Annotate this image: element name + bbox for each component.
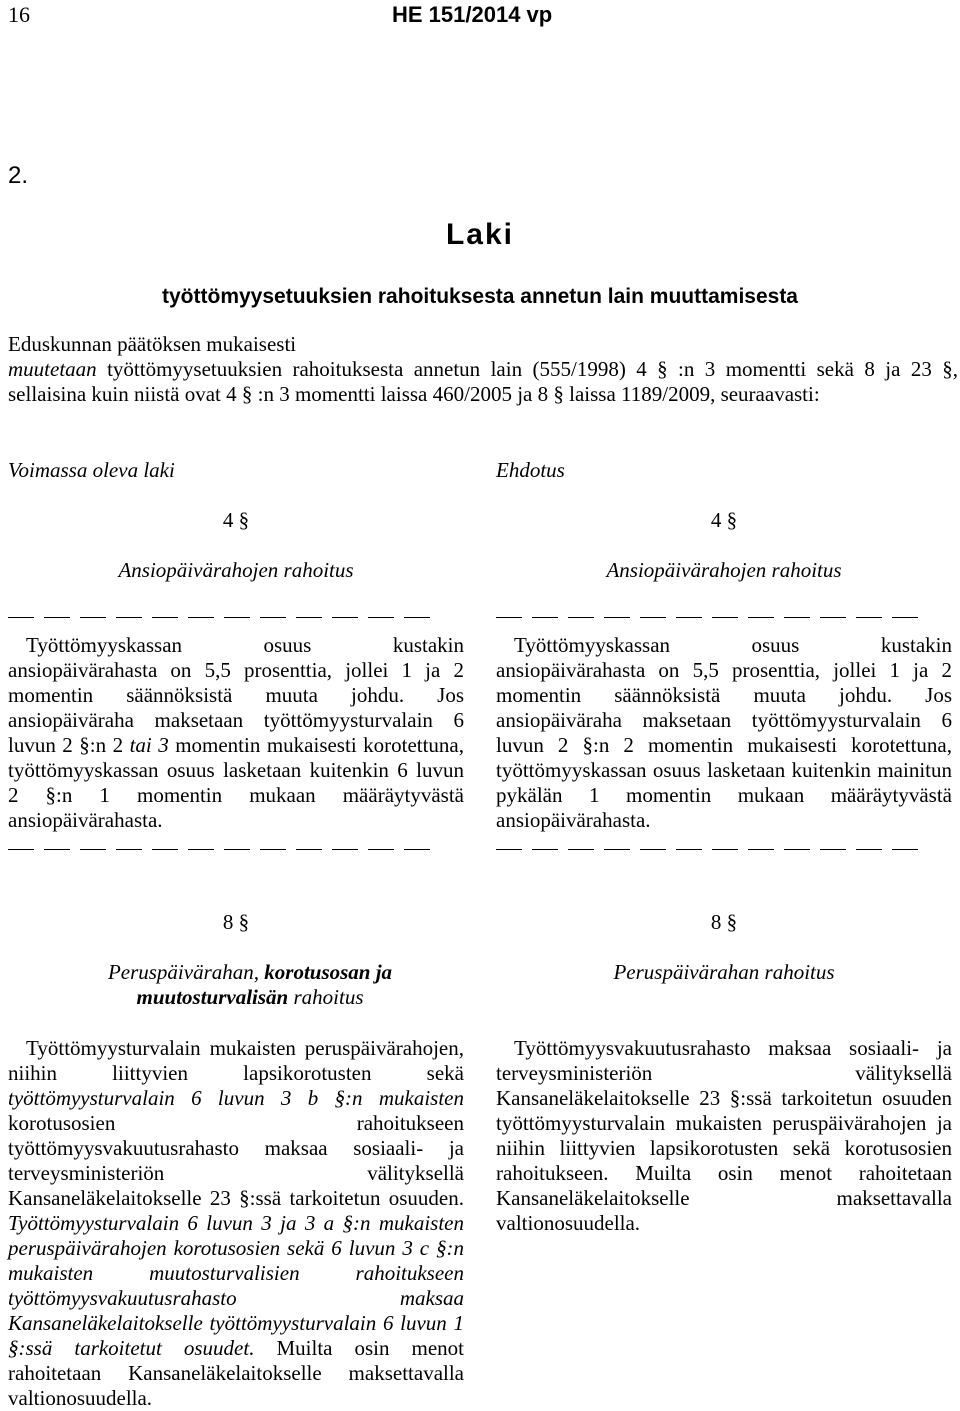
left-s8-p4: Työttömyysturvalain 6 luvun 3 ja 3 a §:n mukaisten peruspäivärahojen korotusosien sekä 6 luvun 3 c §:n mukaisten muutosturvalisien rahoitukseen työttömyysvakuutusrahasto maksaa Kansaneläkelaitokselle työttömyysturvalain 6 luvun 1 §:ssä tarkoitetut osuudet. <box>8 1211 464 1360</box>
left-column-title: Voimassa oleva laki <box>8 458 175 482</box>
intro-italic-lead: muutetaan <box>8 357 97 381</box>
left-s8-heading-tail: rahoitus <box>288 985 364 1009</box>
intro-paragraph <box>8 332 958 407</box>
left-section-4-text <box>8 633 464 833</box>
left-s4-text-b: momentin mukaisesti korotettuna, työttömyyskassan osuus lasketaan kuitenkin 6 luvun 2 §:n 1 momentin mukaan määräytyvästä ansiopäivärahasta. <box>8 733 465 832</box>
intro-text: työttömyysetuuksien rahoituksesta annetun lain (555/1998) 4 § :n 3 momentti sekä 8 ja 23 §, sellaisina kuin niistä ovat 4 § :n 3 momentti laissa 460/2005 ja 8 § laissa 1189/2009, seuraavasti: <box>8 357 958 406</box>
right-s8-paragraph: Työttömyysvakuutusrahasto maksaa sosiaali- ja terveysministeriön välityksellä Kansaneläkelaitokselle 23 §:ssä tarkoitetun osuuden työttömyysturvalain mukaisten peruspäivärahojen ja niihin liittyvien lapsikorotusten sekä korotusosien rahoitukseen. Muilta osin menot rahoitetaan Kansaneläkelaitokselle maksettavalla valtionosuudella. <box>496 1036 952 1235</box>
left-s4-text-italic: tai 3 <box>129 733 169 757</box>
left-section-8-text <box>8 1036 464 1411</box>
left-s4-text-a: Työttömyyskassan osuus kustakin ansiopäivärahasta on 5,5 prosenttia, jollei 1 ja 2 momentin säännöksistä muuta johdu. Jos ansiopäiväraha maksetaan työttömyysturvalain 6 luvun 2 §:n 2 <box>8 633 464 757</box>
right-section-8-text <box>496 1036 952 1236</box>
left-section-8-number: 8 § <box>222 910 250 934</box>
right-section-4-heading: Ansiopäivärahojen rahoitus <box>606 558 842 582</box>
left-s8-heading-bold: korotusosan ja muutosturvalisän <box>136 960 393 1009</box>
right-omission-dashes-top <box>496 603 952 628</box>
left-omission-dashes-top <box>8 603 464 628</box>
law-title: Laki <box>445 218 515 251</box>
left-section-8-heading <box>40 960 460 1010</box>
right-s4-paragraph: Työttömyyskassan osuus kustakin ansiopäivärahasta on 5,5 prosenttia, jollei 1 ja 2 momentin säännöksistä muuta johdu. Jos ansiopäiväraha maksetaan työttömyysturvalain 6 luvun 2 §:n 2 momentin mukaisesti korotettuna, työttömyyskassan osuus lasketaan kuitenkin mainitun pykälän 1 momentin mukaan määräytyvästä ansiopäivärahasta. <box>496 633 952 832</box>
left-s8-p5: Muilta osin menot rahoitetaan Kansaneläkelaitokselle maksettavalla valtionosuudella. <box>8 1336 465 1410</box>
left-s8-p3: korotusosien rahoitukseen työttömyysvakuutusrahasto maksaa sosiaali- ja terveysministeriön välityksellä Kansaneläkelaitokselle 23 §:ssä tarkoitetun osuuden. <box>8 1111 464 1210</box>
left-omission-dashes-bottom <box>8 835 464 860</box>
left-s8-p2: työttömyysturvalain 6 luvun 3 b §:n mukaisten <box>8 1086 464 1110</box>
intro-line-2 <box>8 357 958 407</box>
page-number: 16 <box>8 2 30 27</box>
right-section-4-text <box>496 633 952 833</box>
document-id: HE 151/2014 vp <box>392 2 553 27</box>
right-column-title: Ehdotus <box>496 458 565 482</box>
left-s8-heading-italic: Peruspäivärahan, <box>107 960 260 984</box>
intro-line-1: Eduskunnan päätöksen mukaisesti <box>8 332 297 356</box>
right-section-4-number: 4 § <box>710 508 738 532</box>
left-s8-p1: Työttömyysturvalain mukaisten peruspäivärahojen, niihin liittyvien lapsikorotusten sekä <box>8 1036 464 1085</box>
section-number: 2. <box>8 162 29 189</box>
left-section-4-number: 4 § <box>222 508 250 532</box>
right-section-8-number: 8 § <box>710 910 738 934</box>
law-subtitle: työttömyysetuuksien rahoituksesta annetun lain muuttamisesta <box>162 285 798 308</box>
right-section-8-heading: Peruspäivärahan rahoitus <box>613 960 835 984</box>
left-section-4-heading: Ansiopäivärahojen rahoitus <box>118 558 354 582</box>
right-omission-dashes-bottom <box>496 835 952 860</box>
